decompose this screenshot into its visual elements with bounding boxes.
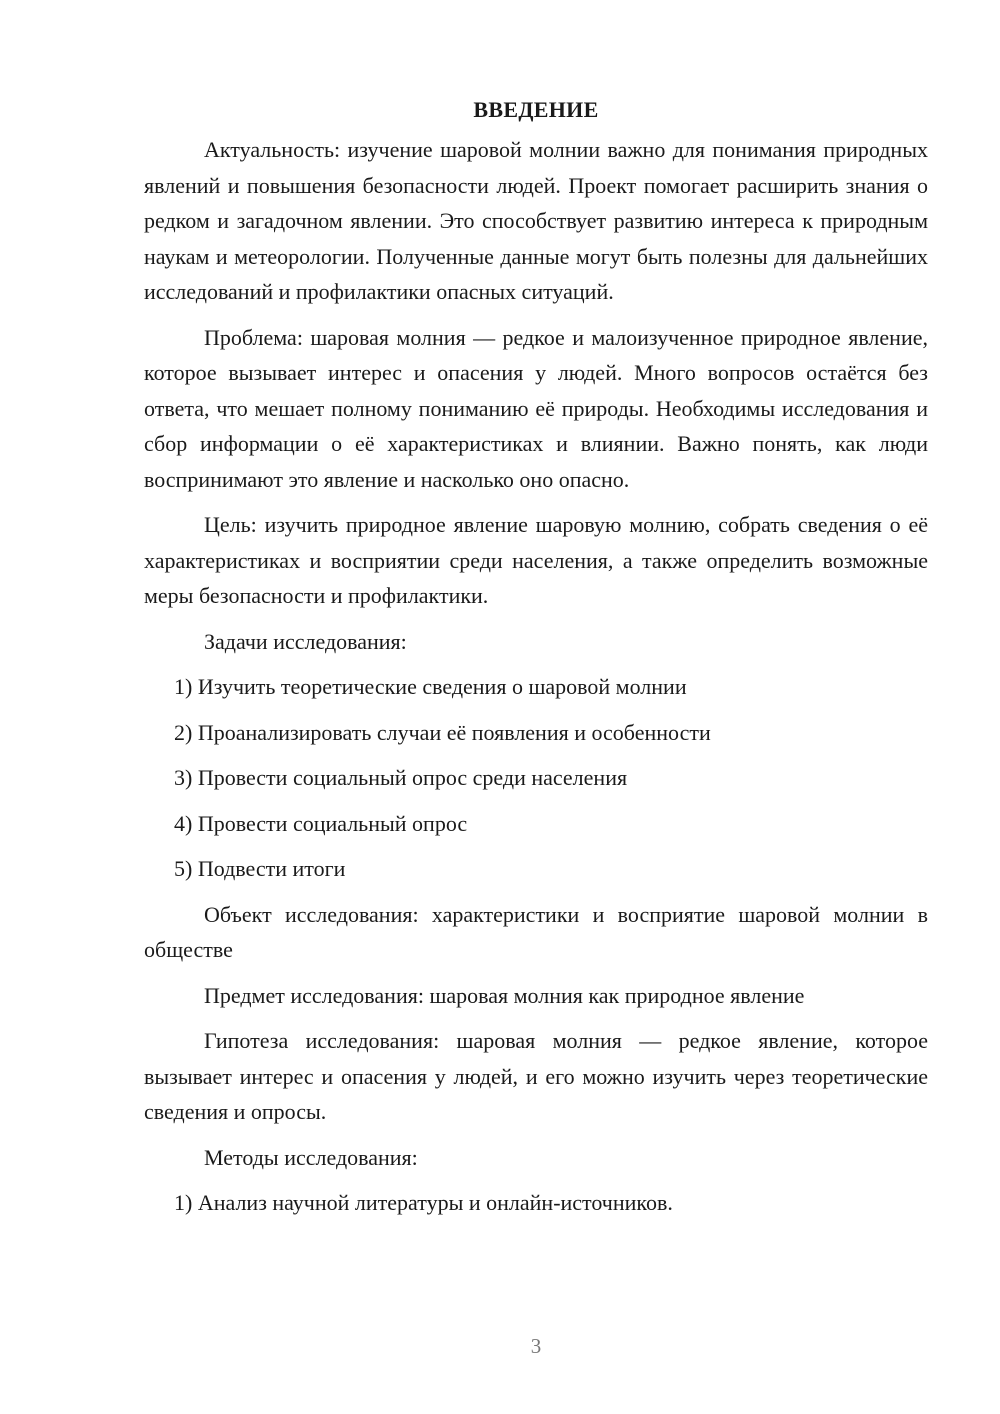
methods-heading: Методы исследования: [204,1144,418,1170]
list-item: 1) Анализ научной литературы и онлайн-источников. [174,1190,673,1215]
tasks-list [144,669,928,887]
list-item: 3) Провести социальный опрос среди населения [174,765,628,790]
page-number: 3 [530,1334,542,1358]
document-page [144,96,928,1231]
list-item: 4) Провести социальный опрос [174,810,468,836]
hypothesis-paragraph: Гипотеза исследования: шаровая молния — редкое явление, которое вызывает интерес и опасения у людей, и его можно изучить через теоретические сведения и опросы. [144,1028,928,1124]
problem-paragraph: Проблема: шаровая молния — редкое и малоизученное природное явление, которое вызывает интерес и опасения у людей. Много вопросов остаётся без ответа, что мешает полному пониманию её природы. Необходимы исследования и сбор информации о её характеристиках и влиянии. Важно понять, как люди воспринимают это явление и насколько оно опасно. [144,324,928,492]
methods-list [144,1185,928,1221]
object-paragraph: Объект исследования: характеристики и восприятие шаровой молнии в обществе [144,901,928,962]
goal-paragraph: Цель: изучить природное явление шаровую молнию, собрать сведения о её характеристиках и восприятии среди населения, а также определить возможные меры безопасности и профилактики. [144,512,928,608]
page-title: ВВЕДЕНИЕ [473,97,599,122]
subject-paragraph: Предмет исследования: шаровая молния как природное явление [204,982,805,1008]
relevance-paragraph: Актуальность: изучение шаровой молнии важно для понимания природных явлений и повышения безопасности людей. Проект помогает расширить знания о редком и загадочном явлении. Это способствует развитию интереса к природным наукам и метеорологии. Полученные данные могут быть полезны для дальнейших исследований и профилактики опасных ситуаций. [144,137,928,304]
list-item: 5) Подвести итоги [174,856,346,881]
tasks-heading: Задачи исследования: [204,628,407,654]
list-item: 2) Проанализировать случаи её появления и особенности [174,719,711,745]
list-item: 1) Изучить теоретические сведения о шаровой молнии [174,674,687,699]
